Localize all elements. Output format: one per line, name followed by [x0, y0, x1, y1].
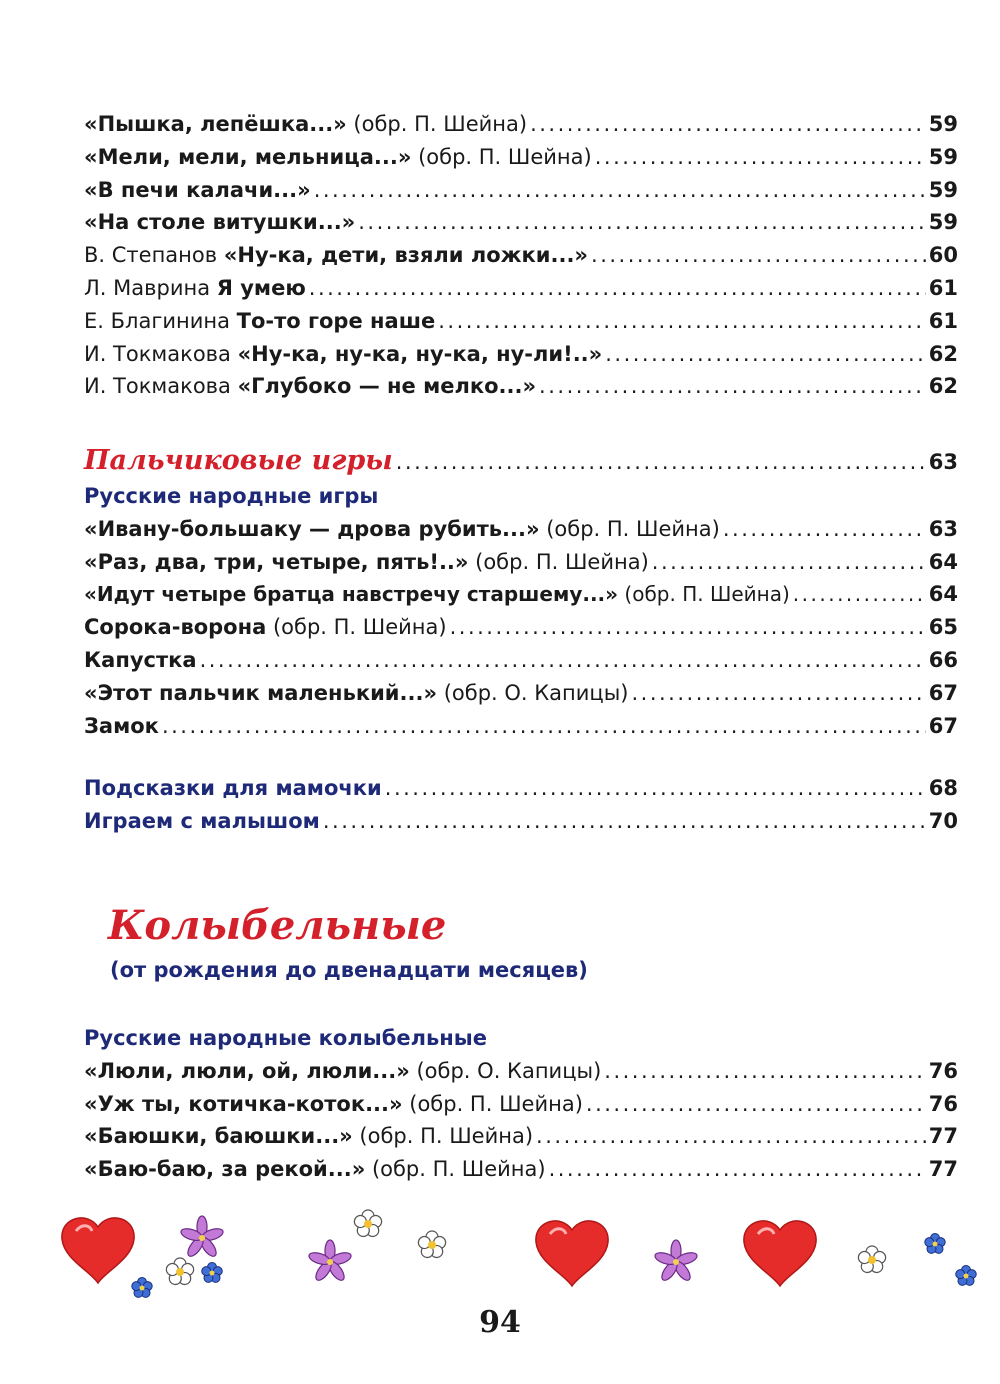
entry-title: Играем с малышом	[84, 808, 320, 833]
entry-title: Подсказки для мамочки	[84, 776, 382, 800]
entry-page: 63	[928, 516, 958, 541]
flower-icon	[955, 1266, 978, 1288]
flower-icon	[131, 1278, 154, 1300]
toc-entry[interactable]	[84, 677, 958, 710]
section-title-lullabies: Колыбельные	[108, 902, 447, 949]
decorative-border	[0, 1200, 1000, 1320]
entry-note: (обр. П. Шейна)	[365, 1157, 546, 1182]
toc-entry[interactable]	[84, 272, 958, 305]
leader-dots	[631, 677, 925, 710]
entry-page: 60	[928, 243, 958, 268]
toc-entry[interactable]	[84, 513, 958, 546]
entry-title: «Люли, люли, ой, люли...»	[84, 1058, 410, 1083]
toc-section-finger-games	[84, 442, 958, 742]
entry-page: 59	[928, 144, 958, 169]
leader-dots	[605, 338, 926, 371]
leader-dots	[530, 108, 926, 141]
entry-page: 67	[928, 713, 958, 738]
entry-author: И. Токмакова	[84, 374, 238, 399]
toc-entry[interactable]	[84, 206, 958, 239]
entry-page: 59	[928, 112, 958, 136]
section-subtitle: (от рождения до двенадцати месяцев)	[110, 958, 588, 982]
toc-entry[interactable]	[84, 644, 958, 677]
toc-group-meals	[84, 108, 958, 403]
entry-page: 59	[928, 210, 958, 235]
entry-page: 68	[928, 776, 958, 800]
leader-dots	[586, 1088, 926, 1121]
leader-dots	[438, 305, 926, 338]
entry-page: 61	[928, 275, 958, 300]
toc-entry[interactable]	[84, 1055, 958, 1088]
entry-note: (обр. О. Капицы)	[437, 680, 629, 705]
entry-page: 65	[928, 615, 958, 640]
toc-entry[interactable]	[84, 174, 958, 207]
leader-dots	[314, 174, 926, 207]
leader-dots	[162, 710, 926, 743]
heart-icon	[536, 1221, 608, 1286]
flower-icon	[308, 1240, 353, 1283]
toc-group-extras	[84, 772, 958, 838]
flower-icon	[924, 1234, 947, 1256]
toc-entry[interactable]	[84, 546, 958, 579]
leader-dots	[358, 206, 926, 239]
entry-page: 70	[928, 808, 958, 833]
entry-title: То-то горе наше	[236, 308, 436, 333]
entry-author: Е. Благинина	[84, 308, 237, 333]
entry-title: «Ивану-большаку — дрова рубить...»	[84, 516, 540, 541]
entry-note: (обр. П. Шейна)	[346, 112, 528, 136]
leader-dots	[323, 805, 926, 838]
entry-page: 77	[928, 1157, 958, 1182]
entry-page: 61	[928, 308, 958, 333]
flower-icon	[857, 1246, 887, 1275]
entry-note: (обр. П. Шейна)	[411, 144, 592, 169]
flower-icon	[353, 1210, 383, 1239]
entry-title: «Мели, мели, мельница...»	[84, 144, 412, 169]
page-number: 94	[479, 1305, 521, 1340]
leader-dots	[604, 1055, 926, 1088]
heart-icon	[62, 1218, 134, 1283]
leader-dots	[723, 513, 926, 546]
toc-entry[interactable]	[84, 370, 958, 403]
entry-page: 67	[928, 680, 958, 705]
leader-dots	[200, 644, 926, 677]
entry-title: «В печи калачи...»	[84, 177, 311, 202]
entry-title: «Баю-баю, за рекой...»	[84, 1157, 366, 1182]
leader-dots	[309, 272, 926, 305]
entry-title: «Глубоко — не мелко...»	[237, 374, 537, 399]
leader-dots	[536, 1120, 926, 1153]
entry-note: (обр. П. Шейна)	[402, 1091, 583, 1116]
entry-note: (обр. П. Шейна)	[539, 516, 720, 541]
entry-title: «Этот пальчик маленький...»	[84, 680, 438, 705]
flower-icon	[654, 1240, 699, 1283]
toc-group-lullabies	[84, 1022, 958, 1186]
toc-entry[interactable]	[84, 1153, 958, 1186]
entry-title: Капустка	[84, 647, 197, 672]
leader-dots	[539, 370, 926, 403]
entry-note: (обр. О. Капицы)	[409, 1058, 602, 1083]
toc-entry[interactable]	[84, 578, 958, 611]
entry-page: 76	[928, 1058, 958, 1083]
flower-icon	[201, 1263, 224, 1285]
entry-author: Л. Маврина	[84, 275, 217, 300]
toc-entry[interactable]	[84, 1120, 958, 1153]
subheading: Русские народные игры	[84, 484, 379, 508]
entry-title: «Ну-ка, дети, взяли ложки...»	[223, 243, 589, 268]
section-heading-row[interactable]	[84, 442, 958, 480]
subheading: Русские народные колыбельные	[84, 1026, 488, 1050]
entry-page: 62	[928, 374, 958, 399]
entry-title: «Уж ты, котичка-коток...»	[84, 1091, 403, 1116]
leader-dots	[549, 1153, 926, 1186]
entry-note: (обр. П. Шейна)	[352, 1124, 534, 1149]
toc-entry[interactable]	[84, 772, 958, 805]
toc-entry[interactable]	[84, 1088, 958, 1121]
toc-entry[interactable]	[84, 239, 958, 272]
toc-entry[interactable]	[84, 710, 958, 743]
entry-page: 64	[928, 549, 958, 574]
leader-dots	[396, 443, 926, 481]
entry-note: (обр. П. Шейна)	[618, 582, 790, 607]
flower-icon	[180, 1216, 225, 1259]
entry-title: Я умею	[216, 275, 306, 300]
leader-dots	[450, 611, 926, 644]
toc-entry[interactable]	[84, 611, 958, 644]
entry-author: И. Токмакова	[84, 341, 238, 366]
entry-title: «На столе витушки...»	[84, 210, 356, 235]
entry-page: 63	[928, 450, 958, 474]
leader-dots	[385, 772, 926, 805]
toc-entry[interactable]	[84, 305, 958, 338]
entry-title: «Идут четыре братца навстречу старшему...»	[84, 582, 619, 607]
entry-page: 66	[928, 647, 958, 672]
leader-dots	[652, 546, 926, 579]
leader-dots	[595, 141, 926, 174]
leader-dots	[793, 578, 926, 611]
entry-page: 64	[928, 582, 958, 607]
entry-author: В. Степанов	[84, 243, 224, 268]
section-title: Пальчиковые игры	[84, 445, 393, 476]
entry-title: Замок	[84, 713, 159, 738]
entry-title: «Пышка, лепёшка...»	[84, 112, 347, 136]
entry-note: (обр. П. Шейна)	[468, 549, 649, 574]
entry-title: Сорока-ворона	[84, 615, 267, 640]
heart-icon	[744, 1221, 816, 1286]
entry-title: «Раз, два, три, четыре, пять!..»	[84, 549, 469, 574]
toc-entry[interactable]	[84, 141, 958, 174]
flower-icon	[165, 1258, 195, 1287]
entry-title: «Баюшки, баюшки...»	[84, 1124, 353, 1149]
toc-entry[interactable]	[84, 338, 958, 371]
flower-icon	[417, 1231, 447, 1260]
entry-title: «Ну-ка, ну-ка, ну-ка, ну-ли!..»	[237, 341, 603, 366]
entry-page: 59	[928, 177, 958, 202]
toc-entry[interactable]	[84, 108, 958, 141]
entry-page: 62	[928, 341, 958, 366]
leader-dots	[591, 239, 926, 272]
entry-note: (обр. П. Шейна)	[266, 615, 447, 640]
entry-page: 76	[928, 1091, 958, 1116]
toc-entry[interactable]	[84, 805, 958, 838]
entry-page: 77	[928, 1124, 958, 1149]
